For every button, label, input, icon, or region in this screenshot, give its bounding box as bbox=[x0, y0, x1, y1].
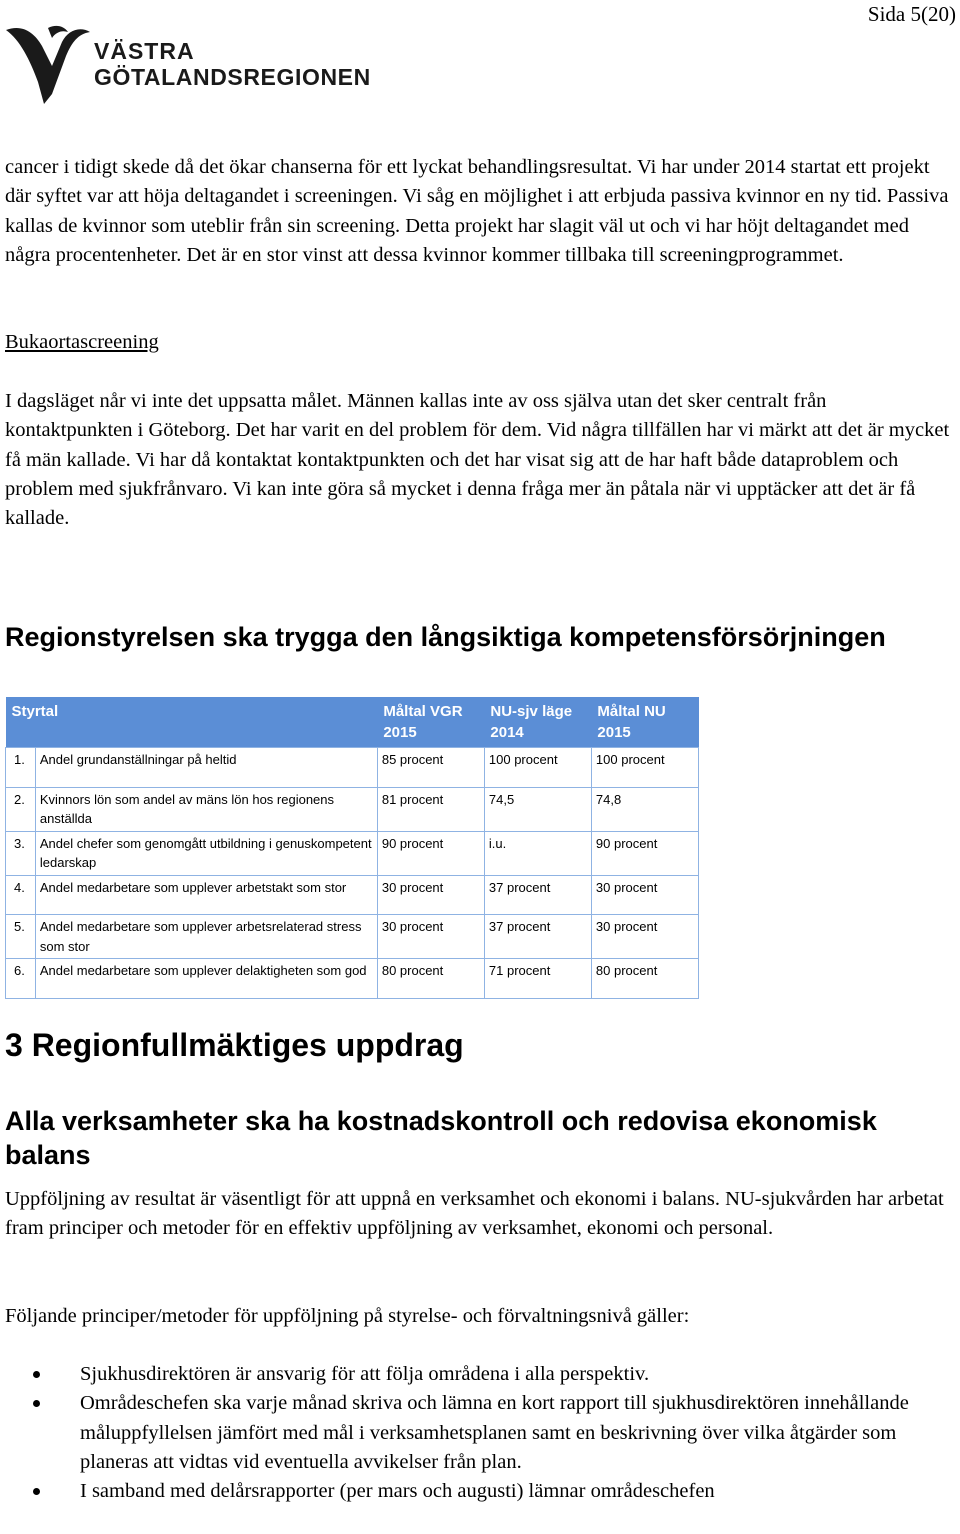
row-nu-sjv: 37 procent bbox=[484, 915, 591, 959]
heading-kostnadskontroll: Alla verksamheter ska ha kostnadskontroll och redovisa ekonomisk balans bbox=[5, 1106, 877, 1170]
row-maltal-nu: 30 procent bbox=[591, 915, 698, 959]
row-description: Andel grundanställningar på heltid bbox=[35, 748, 377, 788]
principles-list bbox=[5, 1360, 957, 1506]
list-item bbox=[5, 1389, 957, 1477]
paragraph-principer: Följande principer/metoder för uppföljning på styrelse- och förvaltningsnivå gäller: bbox=[5, 1305, 690, 1327]
header-maltal-nu: Måltal NU 2015 bbox=[591, 697, 698, 748]
row-maltal-vgr: 90 procent bbox=[377, 831, 484, 875]
organization-logo bbox=[4, 22, 371, 104]
table-row bbox=[6, 959, 699, 999]
row-nu-sjv: 37 procent bbox=[484, 875, 591, 915]
list-item-text: I samband med delårsrapporter (per mars och augusti) lämnar områdeschefen bbox=[80, 1480, 715, 1503]
row-maltal-nu: 74,8 bbox=[591, 787, 698, 831]
table-row bbox=[6, 748, 699, 788]
header-nu-sjv: NU-sjv läge 2014 bbox=[484, 697, 591, 748]
row-maltal-vgr: 30 procent bbox=[377, 915, 484, 959]
row-maltal-vgr: 30 procent bbox=[377, 875, 484, 915]
bullet-icon bbox=[33, 1371, 40, 1378]
logo-line-1: VÄSTRA bbox=[94, 38, 195, 64]
row-number: 5. bbox=[6, 915, 36, 959]
row-maltal-nu: 30 procent bbox=[591, 875, 698, 915]
row-number: 1. bbox=[6, 748, 36, 788]
table-row bbox=[6, 915, 699, 959]
row-description: Andel medarbetare som upplever arbetsrelaterad stress som stor bbox=[35, 915, 377, 959]
list-item bbox=[5, 1477, 957, 1506]
header-maltal-vgr: Måltal VGR 2015 bbox=[377, 697, 484, 748]
row-description: Kvinnors lön som andel av mäns lön hos regionens anställda bbox=[35, 787, 377, 831]
heading-regionfullmaktiges-uppdrag: 3 Regionfullmäktiges uppdrag bbox=[5, 1027, 464, 1063]
list-item-text: Områdeschefen ska varje månad skriva och lämna en kort rapport till sjukhusdirektören innehållande måluppfyllelsen jämfört med mål i verksamhetsplanen samt en beskrivning över vilka åtgärder som planeras att vidtas vid eventuella avvikelser från plan. bbox=[80, 1392, 909, 1473]
table-row bbox=[6, 787, 699, 831]
row-description: Andel medarbetare som upplever arbetstakt som stor bbox=[35, 875, 377, 915]
row-maltal-nu: 100 procent bbox=[591, 748, 698, 788]
paragraph-bukaorta: I dagsläget når vi inte det uppsatta målet. Männen kallas inte av oss själva utan det sker centralt från kontaktpunkten i Göteborg. Det har varit en del problem för dem. Vid några tillfällen har vi märkt att det är mycket få män kallade. Vi har då kontaktat kontaktpunkten och det har visat sig att de har haft både dataproblem och problem med sjukfrånvaro. Vi kan inte göra så mycket i denna fråga mer än påtala när vi upptäcker att det är få kallade. bbox=[5, 390, 950, 530]
list-item bbox=[5, 1360, 957, 1389]
paragraph-screening: cancer i tidigt skede då det ökar chanserna för ett lyckat behandlingsresultat. Vi har under 2014 startat ett projekt där syftet var att höja deltagandet i screeningen. Vi såg en möjlighet i att erbjuda passiva kvinnor en ny tid. Passiva kallas de kvinnor som uteblir från sin screening. Detta projekt har slagit väl ut och vi har höjt deltagandet med några procentenheter. Det är en stor vinst att dessa kvinnor kommer tillbaka till screeningprogrammet. bbox=[5, 156, 949, 266]
logo-line-2: GÖTALANDSREGIONEN bbox=[94, 64, 371, 90]
row-number: 2. bbox=[6, 787, 36, 831]
table-row bbox=[6, 831, 699, 875]
table-header-row bbox=[6, 697, 699, 748]
bullet-icon bbox=[33, 1400, 40, 1407]
row-number: 4. bbox=[6, 875, 36, 915]
row-nu-sjv: i.u. bbox=[484, 831, 591, 875]
paragraph-uppfoljning: Uppföljning av resultat är väsentligt för att uppnå en verksamhet och ekonomi i balans. NU-sjukvården har arbetat fram principer och metoder för en effektiv uppföljning av verksamhet, ekonomi och personal. bbox=[5, 1188, 944, 1240]
styrtal-table bbox=[5, 697, 699, 999]
row-number: 3. bbox=[6, 831, 36, 875]
subheading-bukaortascreening: Bukaortascreening bbox=[5, 331, 159, 353]
row-maltal-vgr: 80 procent bbox=[377, 959, 484, 999]
row-maltal-vgr: 81 procent bbox=[377, 787, 484, 831]
table-row bbox=[6, 875, 699, 915]
heading-kompetensforsorjning: Regionstyrelsen ska trygga den långsiktiga kompetensförsörjningen bbox=[5, 622, 886, 652]
row-nu-sjv: 100 procent bbox=[484, 748, 591, 788]
row-maltal-nu: 90 procent bbox=[591, 831, 698, 875]
row-maltal-nu: 80 procent bbox=[591, 959, 698, 999]
row-description: Andel medarbetare som upplever delaktigheten som god bbox=[35, 959, 377, 999]
bullet-icon bbox=[33, 1488, 40, 1495]
row-nu-sjv: 71 procent bbox=[484, 959, 591, 999]
row-number: 6. bbox=[6, 959, 36, 999]
row-description: Andel chefer som genomgått utbildning i genuskompetent ledarskap bbox=[35, 831, 377, 875]
logo-mark-icon bbox=[4, 22, 90, 104]
header-styrtal: Styrtal bbox=[6, 697, 378, 748]
row-nu-sjv: 74,5 bbox=[484, 787, 591, 831]
page-number: Sida 5(20) bbox=[867, 2, 956, 26]
list-item-text: Sjukhusdirektören är ansvarig för att följa områdena i alla perspektiv. bbox=[80, 1363, 650, 1385]
row-maltal-vgr: 85 procent bbox=[377, 748, 484, 788]
